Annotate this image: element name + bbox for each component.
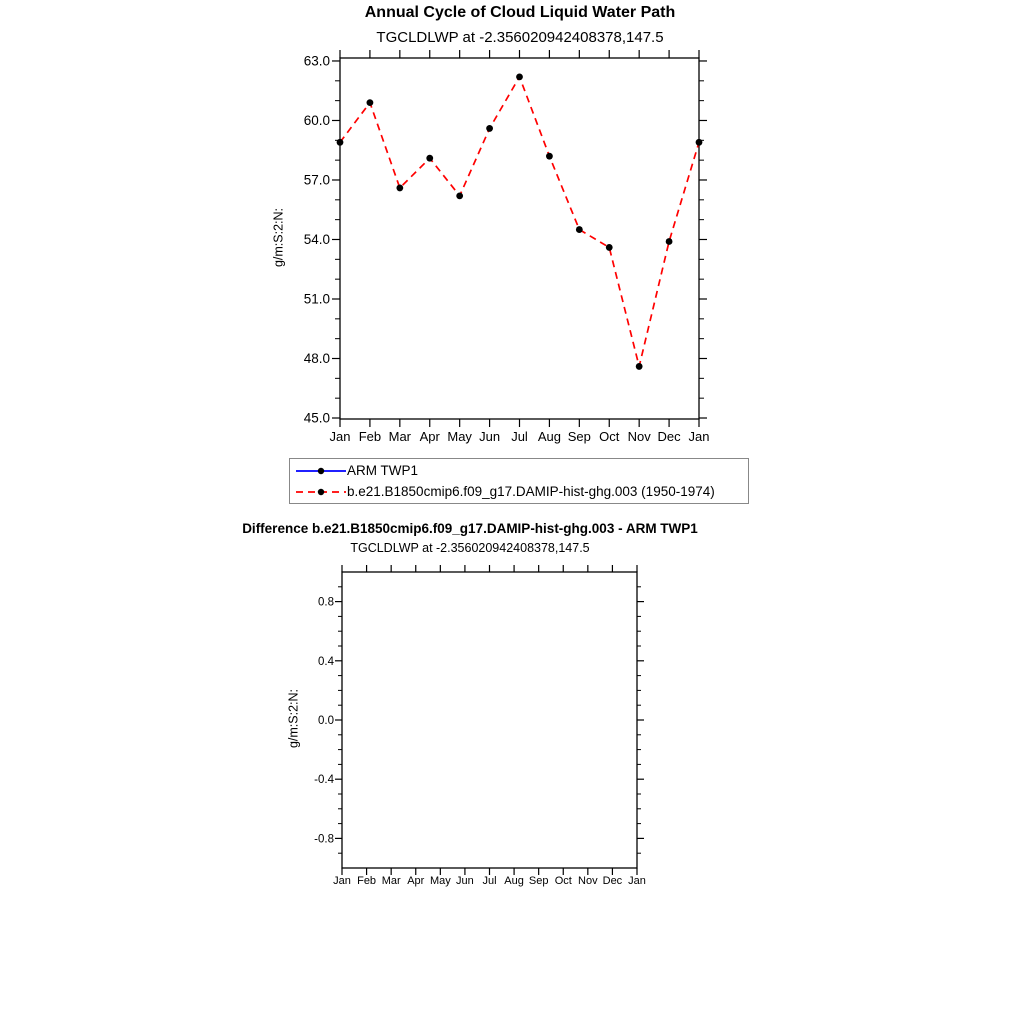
legend-item-model <box>295 481 748 502</box>
x-month-label: May <box>447 429 472 444</box>
x-month-label: May <box>429 875 451 887</box>
data-point-marker <box>367 99 374 106</box>
y-tick-label: 45.0 <box>303 410 330 426</box>
x-month-label: Apr <box>407 875 425 887</box>
y-tick-label: 0.4 <box>318 655 334 668</box>
data-point-marker <box>486 125 493 132</box>
data-point-marker <box>337 139 344 146</box>
data-point-marker <box>456 192 463 199</box>
chart-frame <box>340 58 699 419</box>
x-month-label: Nov <box>627 429 651 444</box>
data-point-marker <box>546 153 553 160</box>
y-tick-label: -0.8 <box>314 833 334 846</box>
legend-item-obs <box>295 460 748 481</box>
top-chart-title: Annual Cycle of Cloud Liquid Water Path <box>364 4 676 21</box>
y-tick-label: 51.0 <box>303 291 330 307</box>
bottom-y-axis-label: g/m:S:2:N: <box>286 688 301 749</box>
legend-label-model: b.e21.B1850cmip6.f09_g17.DAMIP-hist-ghg.003 (1950-1974) <box>347 483 715 499</box>
y-tick-label: 0.0 <box>318 715 334 728</box>
y-tick-label: -0.4 <box>314 774 334 787</box>
y-tick-label: 54.0 <box>303 232 330 248</box>
x-month-label: Feb <box>358 429 382 444</box>
x-month-label: Nov <box>578 875 598 887</box>
data-point-marker <box>696 139 703 146</box>
x-month-label: Jan <box>329 429 351 444</box>
legend-line-sample-obs <box>295 465 347 477</box>
data-point-marker <box>396 185 403 192</box>
x-month-label: Dec <box>657 429 681 444</box>
x-month-label: Jul <box>482 875 497 887</box>
x-month-label: Mar <box>381 875 401 887</box>
x-month-label: Feb <box>357 875 377 887</box>
legend-box <box>289 458 749 504</box>
data-point-marker <box>606 244 613 251</box>
x-month-label: Aug <box>504 875 524 887</box>
x-month-label: Jun <box>479 429 501 444</box>
x-month-label: Jan <box>688 429 710 444</box>
x-month-label: Dec <box>602 875 623 887</box>
data-point-marker <box>666 238 673 245</box>
x-month-label: Jan <box>333 875 351 887</box>
x-month-label: Jul <box>511 429 528 444</box>
chart-frame <box>342 572 637 868</box>
y-tick-label: 60.0 <box>303 113 330 129</box>
x-month-label: Sep <box>528 875 549 887</box>
x-month-label: Sep <box>567 429 591 444</box>
legend-line-sample-model <box>295 486 347 498</box>
legend-label-obs: ARM TWP1 <box>347 462 419 478</box>
data-point-marker <box>426 155 433 162</box>
x-month-label: Oct <box>599 429 620 444</box>
top-chart-subtitle: TGCLDLWP at -2.356020942408378,147.5 <box>376 29 664 46</box>
bottom-chart-subtitle: TGCLDLWP at -2.356020942408378,147.5 <box>350 541 590 555</box>
x-month-label: Mar <box>388 429 412 444</box>
data-point-marker <box>636 363 643 370</box>
x-month-label: Apr <box>419 429 440 444</box>
data-point-marker <box>576 226 583 233</box>
top-y-axis-label: g/m:S:2:N: <box>271 207 286 268</box>
x-month-label: Jun <box>456 875 474 887</box>
y-tick-label: 63.0 <box>303 53 330 69</box>
series-line <box>340 77 699 367</box>
bottom-chart-title: Difference b.e21.B1850cmip6.f09_g17.DAMIP-hist-ghg.003 - ARM TWP1 <box>242 521 698 536</box>
y-tick-label: 0.8 <box>318 596 334 609</box>
y-tick-label: 48.0 <box>303 351 330 367</box>
legend-sample-marker <box>318 488 324 494</box>
x-month-label: Jan <box>628 875 646 887</box>
legend-sample-marker <box>318 467 324 473</box>
data-point-marker <box>516 73 523 80</box>
x-month-label: Aug <box>537 429 561 444</box>
x-month-label: Oct <box>554 875 572 887</box>
y-tick-label: 57.0 <box>303 172 330 188</box>
